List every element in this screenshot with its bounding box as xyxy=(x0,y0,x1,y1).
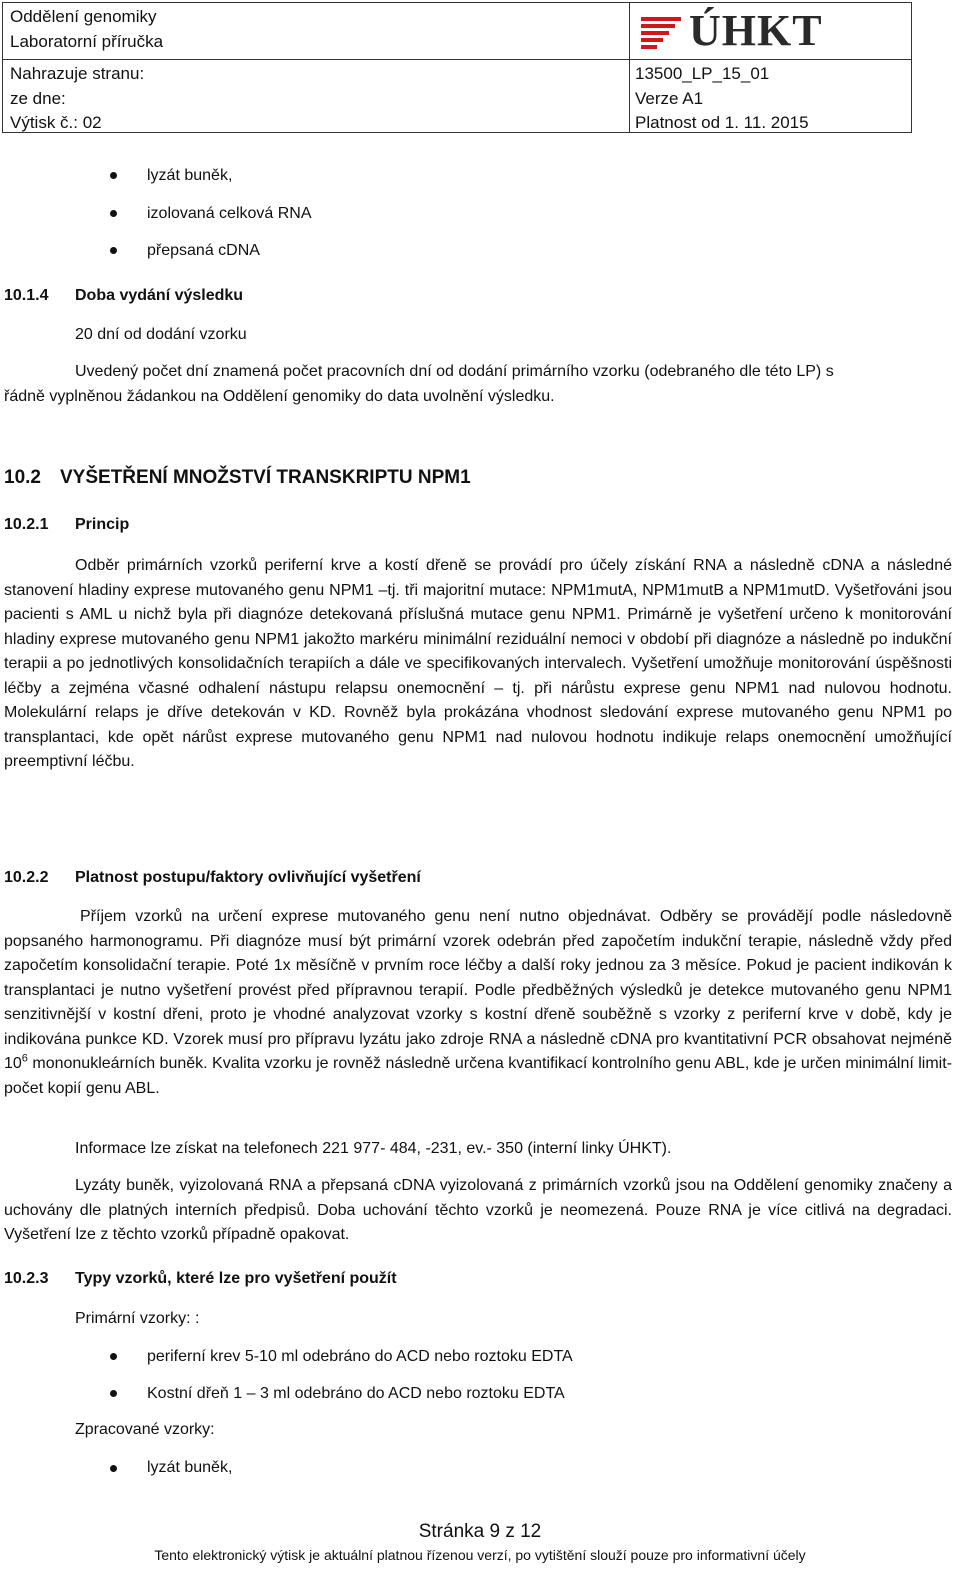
section-title: Doba vydání výsledku xyxy=(75,287,244,304)
storage-paragraph: Lyzáty buněk, vyizolovaná RNA a přepsaná cDNA vyizolovaná z primárních vzorků jsou na Oddělení genomiky značeny a uchovány dle platných interních předpisů. Doba uchování těchto vzorků je neomezená. Pouze RNA je více citlivá na degradaci. Vyšetření lze z těchto vzorků případně opakovat. xyxy=(4,1177,952,1243)
section-title: Typy vzorků, které lze pro vyšetření použít xyxy=(75,1270,397,1287)
bullet-icon xyxy=(110,1353,117,1360)
section-number: 10.2 xyxy=(4,467,41,488)
bullet-icon xyxy=(110,247,117,254)
list-item: lyzát buněk, xyxy=(147,167,233,184)
section-number: 10.2.3 xyxy=(4,1270,49,1287)
list-item: lyzát buněk, xyxy=(147,1459,233,1476)
replaces-page: Nahrazuje stranu: xyxy=(10,64,145,83)
processed-samples-label: Zpracované vzorky: xyxy=(75,1421,215,1438)
document-id: 13500_LP_15_01 xyxy=(635,64,770,83)
manual-name: Laboratorní příručka xyxy=(10,31,164,51)
list-item: periferní krev 5-10 ml odebráno do ACD nebo roztoku EDTA xyxy=(147,1348,573,1365)
footer-note: Tento elektronický výtisk je aktuální platnou řízenou verzí, po vytištění slouží pouze pro informativní účely xyxy=(154,1547,806,1563)
paragraph-line: Uvedený počet dní znamená počet pracovních dní od dodání primárního vzorku (odebraného dle této LP) s xyxy=(75,363,834,380)
paragraph-text: Příjem vzorků na určení exprese mutovaného genu není nutno objednávat. Odběry se provádějí podle následovně popsaného harmonogramu. Při diagnóze musí být primární vzorek odebrán před započetím indukční terapie, následně vždy před započetím konsolidační terapie. Poté 1x měsíčně v prvním roce léčby a další roky jednou za 3 měsíce. Pokud je pacient indikován k transplantaci je nutno vyšetření provést před přípravnou terapií. Podle předběžných výsledků je detekce mutovaného genu NPM1 senzitivnější v kostní dřeni, proto je vhodné analyzovat vzorky s kostní dřeně souběžně s vzorky z periferní krve v době, kdy je indikována punkce KD. Vzorek musí pro přípravu lyzátu jako zdroje RNA a následně cDNA pro kvantitativní PCR obsahovat nejméně 10 xyxy=(4,908,952,1072)
list-item: přepsaná cDNA xyxy=(147,242,260,259)
validity-paragraph xyxy=(4,905,952,1101)
paragraph-text: mononukleárních buněk. Kvalita vzorku je rovněž následně určena kvantifikací kontrolního genu ABL, kde je určen minimální limit-počet kopií genu ABL. xyxy=(4,1055,952,1097)
paragraph-line: řádně vyplněnou žádankou na Oddělení genomiky do data uvolnění výsledku. xyxy=(4,388,555,405)
document-version: Verze A1 xyxy=(635,88,704,108)
page-number: Stránka 9 z 12 xyxy=(418,1521,542,1542)
contact-info: Informace lze získat na telefonech 221 977- 484, -231, ev.- 350 (interní linky ÚHKT). xyxy=(75,1140,672,1157)
bullet-icon xyxy=(110,1465,117,1472)
bullet-icon xyxy=(110,172,117,179)
paragraph: 20 dní od dodání vzorku xyxy=(75,326,247,343)
list-item: Kostní dřeň 1 – 3 ml odebráno do ACD nebo roztoku EDTA xyxy=(147,1385,565,1402)
section-title: Princip xyxy=(75,516,130,533)
validity-date: Platnost od 1. 11. 2015 xyxy=(635,113,809,132)
section-number: 10.2.2 xyxy=(4,869,49,886)
print-number: Výtisk č.: 02 xyxy=(10,113,102,132)
primary-samples-label: Primární vzorky: : xyxy=(75,1310,200,1327)
bullet-icon xyxy=(110,1390,117,1397)
section-heading: VYŠETŘENÍ MNOŽSTVÍ TRANSKRIPTU NPM1 xyxy=(60,467,471,488)
principle-paragraph: Odběr primárních vzorků periferní krve a kostí dřeně se provádí pro účely získání RNA a následně cDNA a následné stanovení hladiny exprese mutovaného genu NPM1 –tj. tři majoritní mutace: NPM1mutA, NPM1mutB a NPM1mutD. Vyšetřováni jsou pacienti s AML u nichž byla při diagnóze detekovaná příslušná mutace genu NPM1. Primárně je vyšetření určeno k monitorování hladiny exprese mutovaného genu NPM1 jakožto markéru minimální reziduální nemoci v období při diagnóze a následně po indukční terapii a po jednotlivých konsolidačních terapiích a dále ve specifikovaných intervalech. Vyšetření umožňuje monitorování úspěšnosti léčby a zejména včasné odhalení nástupu relapsu onemocnění – tj. při nárůstu exprese genu NPM1 nad nulovou hodnotu. Molekulární relaps je dříve detekován v KD. Rovněž byla prokázána vhodnost sledování exprese mutovaného genu NPM1 po transplantaci, kde opět nárůst exprese mutovaného genu NPM1 nad nulovou hodnotu indikuje relaps onemocnění umožňující preemptivní léčbu. xyxy=(4,557,952,770)
replaces-date: ze dne: xyxy=(10,88,66,108)
list-item: izolovaná celková RNA xyxy=(147,205,312,222)
superscript-exponent: 6 xyxy=(21,1052,28,1065)
bullet-icon xyxy=(110,210,117,217)
section-title: Platnost postupu/faktory ovlivňující vyšetření xyxy=(75,869,421,886)
section-number: 10.1.4 xyxy=(4,287,49,304)
department-name: Oddělení genomiky xyxy=(10,7,157,26)
logo-text: ÚHKT xyxy=(689,6,823,55)
section-number: 10.2.1 xyxy=(4,516,49,533)
